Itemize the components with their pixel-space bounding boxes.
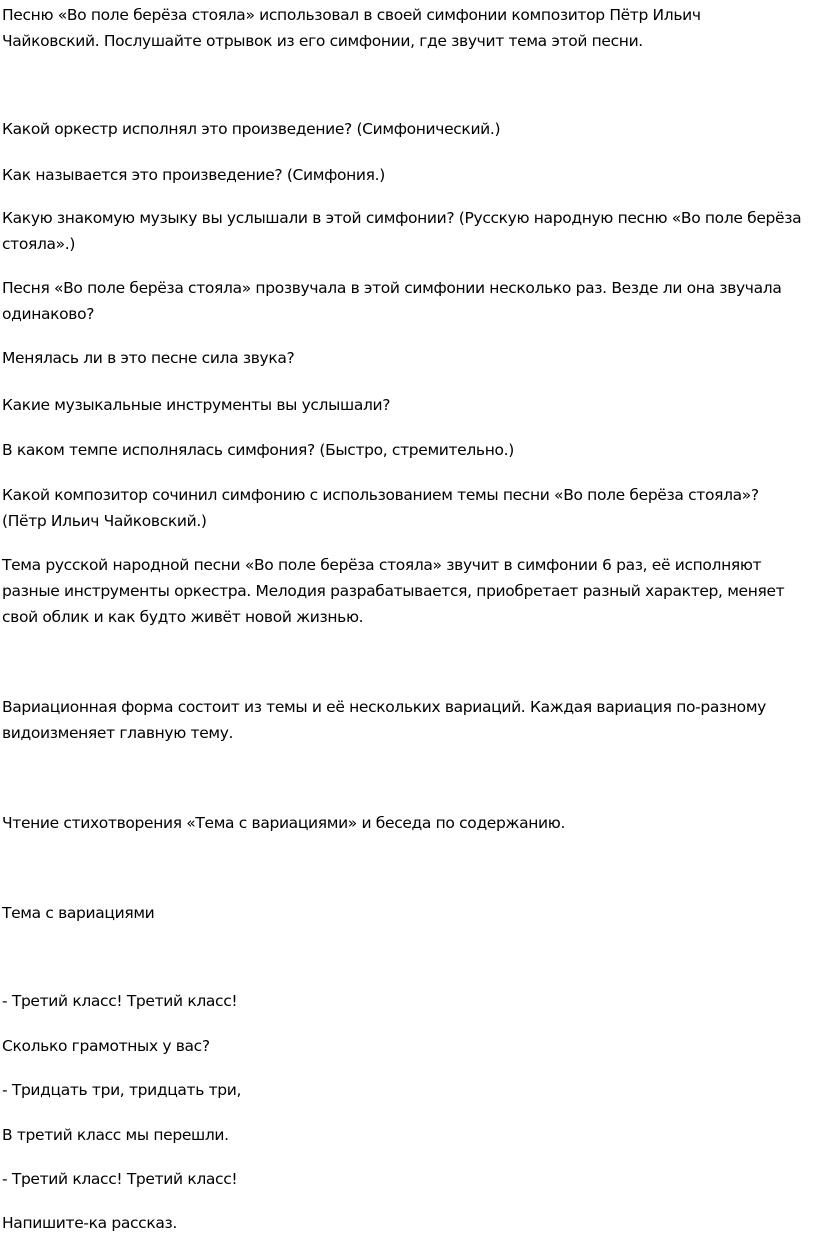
poem-line-1: - Третий класс! Третий класс! — [2, 992, 238, 1010]
paragraph-theme-explanation: Тема русской народной песни «Во поле берёза стояла» звучит в симфонии 6 раз, её исполняют разные инструменты оркестра. Мелодия разрабатывается, приобретает разный характер, меняет свой облик и как будто живёт новой жизнью. — [2, 556, 785, 626]
paragraph-question-music: Какую знакомую музыку вы услышали в этой симфонии? (Русскую народную песню «Во поле берёза стояла».) — [2, 209, 802, 253]
paragraph-question-tempo: В каком темпе исполнялась симфония? (Быстро, стремительно.) — [2, 441, 514, 459]
poem-line-3: - Тридцать три, тридцать три, — [2, 1081, 242, 1099]
paragraph-question-instruments: Какие музыкальные инструменты вы услышали? — [2, 396, 391, 414]
poem-line-6: Напишите-ка рассказ. — [2, 1214, 177, 1232]
poem-line-4: В третий класс мы перешли. — [2, 1126, 229, 1144]
paragraph-question-orchestra: Какой оркестр исполнял это произведение? (Симфонический.) — [2, 120, 501, 138]
paragraph-question-song-times: Песня «Во поле берёза стояла» прозвучала в этой симфонии несколько раз. Везде ли она звучала одинаково? — [2, 279, 782, 323]
paragraph-question-volume: Менялась ли в это песне сила звука? — [2, 349, 295, 367]
paragraph-reading-task: Чтение стихотворения «Тема с вариациями» и беседа по содержанию. — [2, 814, 566, 832]
paragraph-variation-form: Вариационная форма состоит из темы и её нескольких вариаций. Каждая вариация по-разному видоизменяет главную тему. — [2, 698, 766, 742]
poem-title: Тема с вариациями — [2, 904, 155, 922]
paragraph-question-composer: Какой композитор сочинил симфонию с использованием темы песни «Во поле берёза стояла»? (Пётр Ильич Чайковский.) — [2, 486, 759, 530]
poem-line-2: Сколько грамотных у вас? — [2, 1037, 210, 1055]
poem-line-5: - Третий класс! Третий класс! — [2, 1170, 238, 1188]
paragraph-intro: Песню «Во поле берёза стояла» использовал в своей симфонии композитор Пётр Ильич Чайковский. Послушайте отрывок из его симфонии, где звучит тема этой песни. — [2, 6, 701, 50]
paragraph-question-work: Как называется это произведение? (Симфония.) — [2, 166, 385, 184]
